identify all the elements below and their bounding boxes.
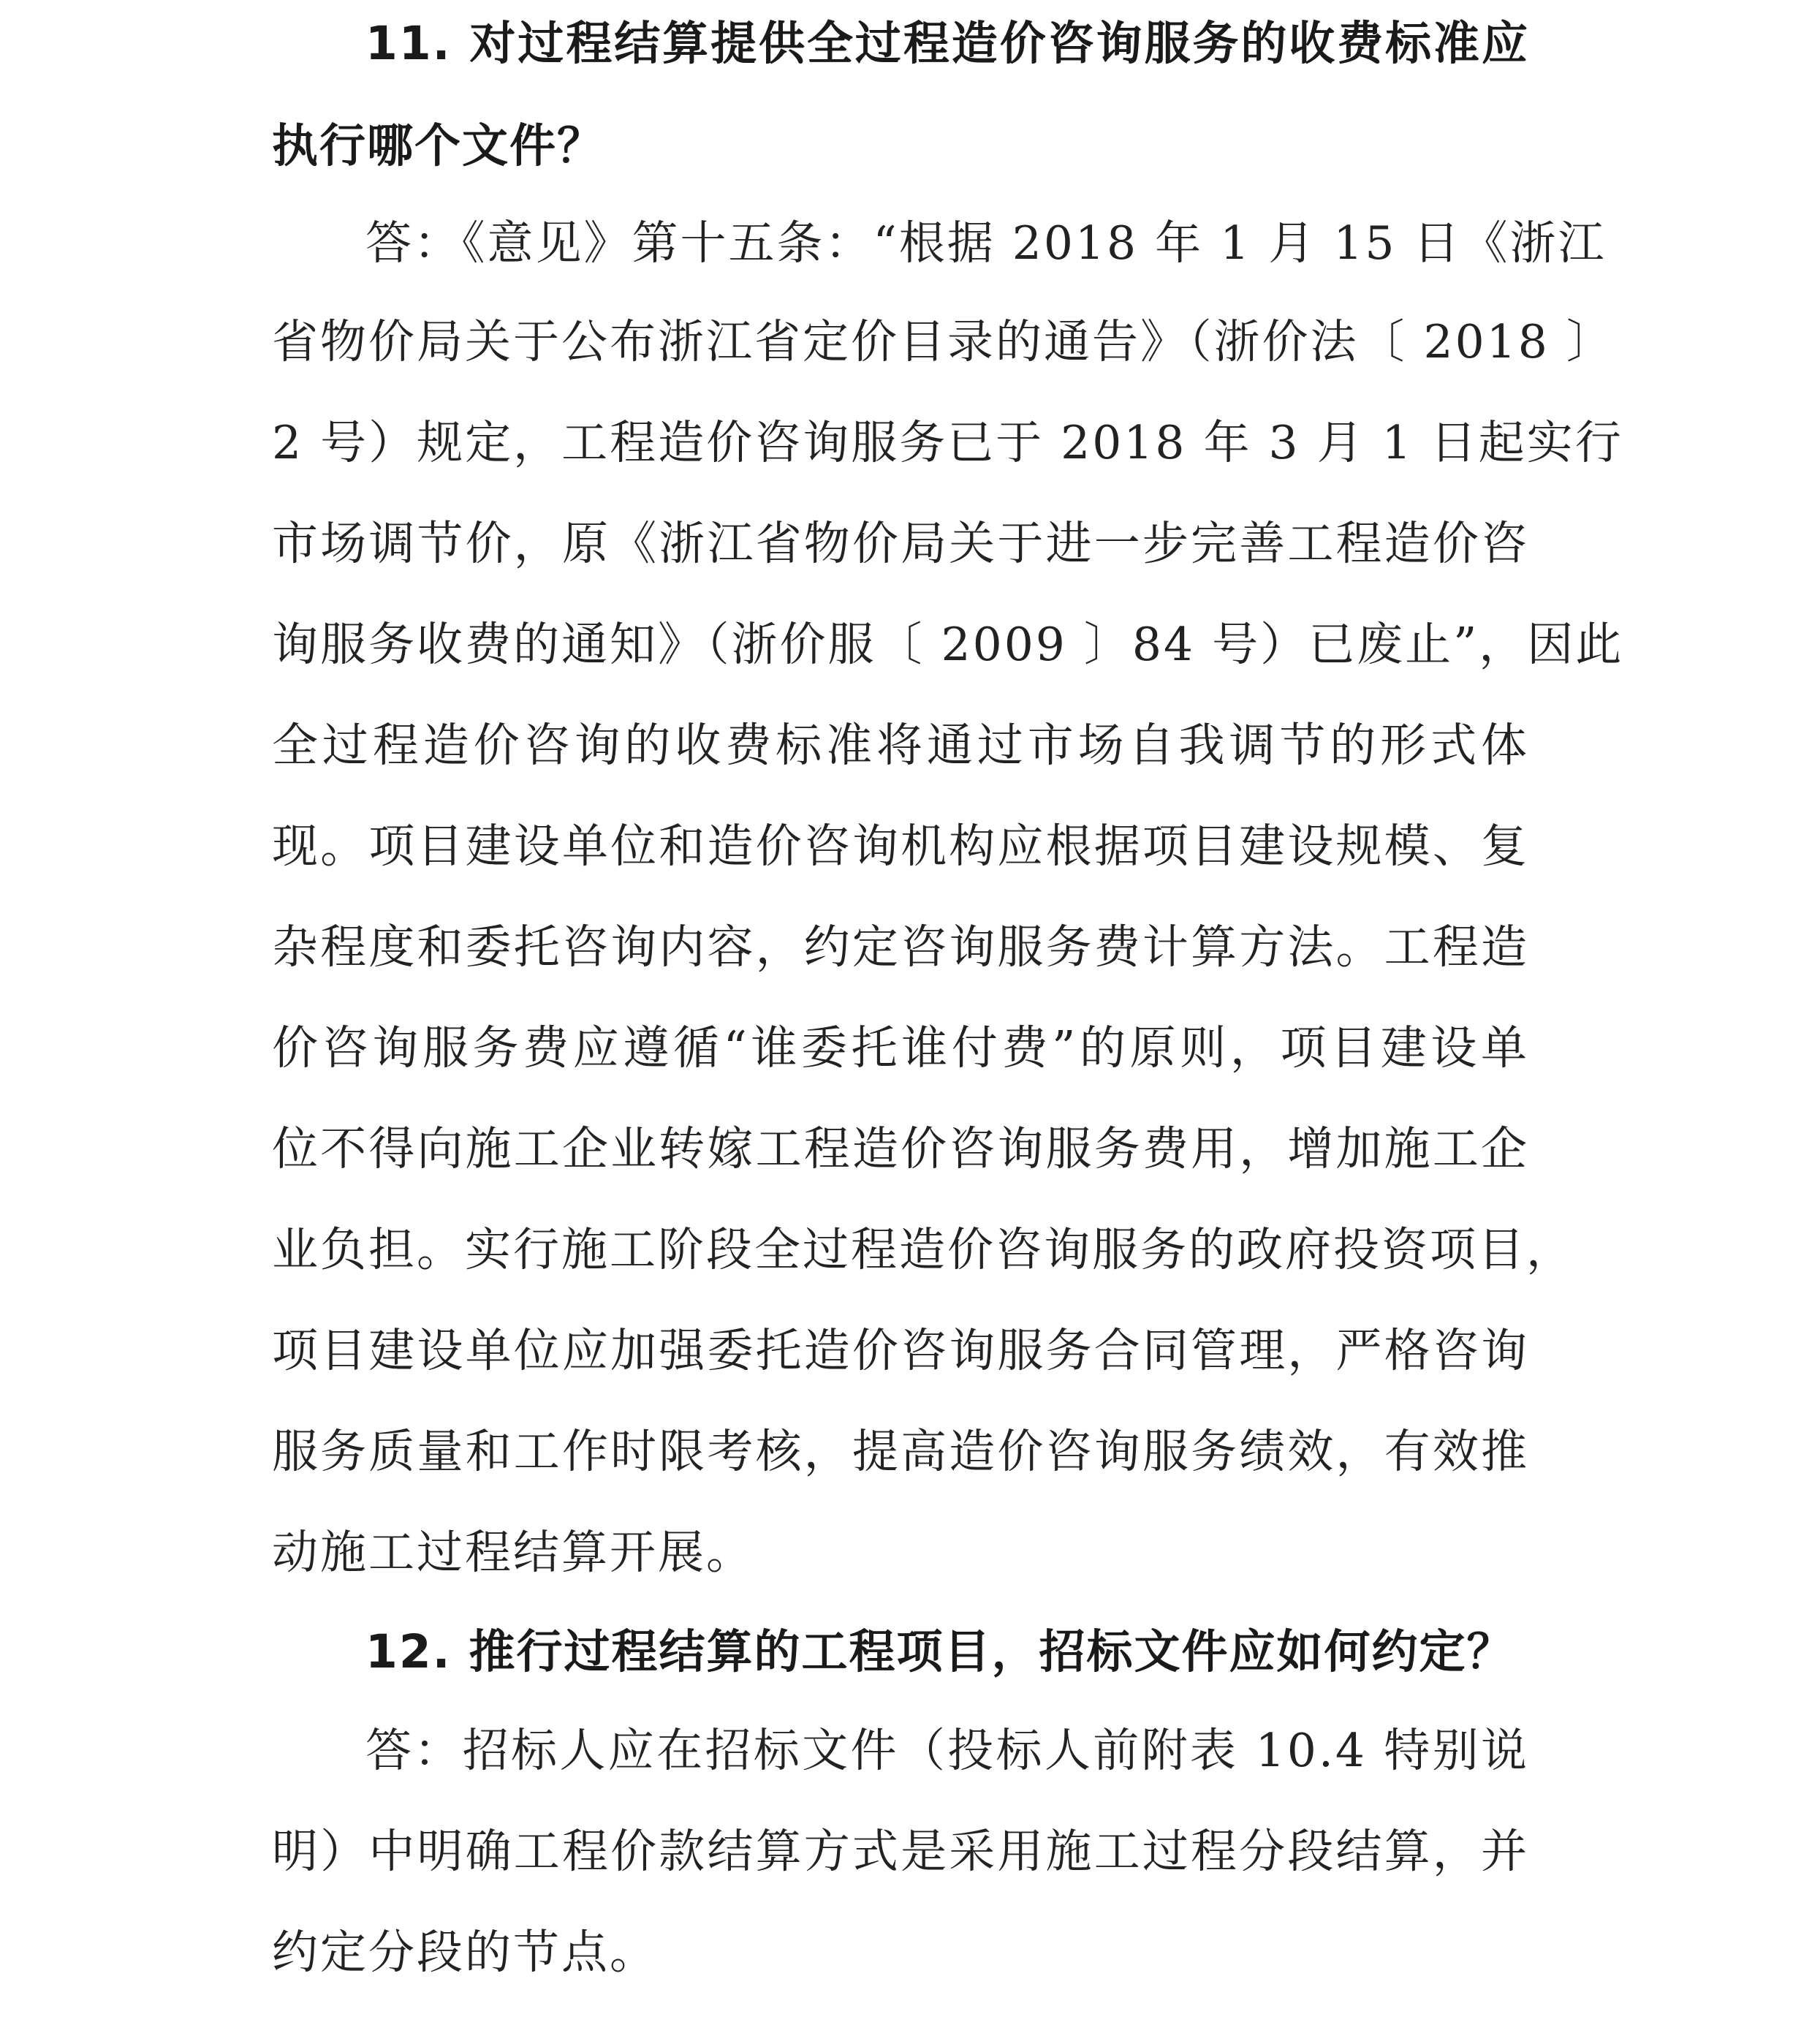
answer-12-line-1: 答：招标人应在招标文件（投标人前附表 10.4 特别说 — [365, 1724, 1529, 1777]
answer-11-line-11: 业负担。实行施工阶段全过程造价咨询服务的政府投资项目， — [272, 1223, 1574, 1276]
answer-11-line-2: 省物价局关于公布浙江省定价目录的通告》（浙价法〔 2018 〕 — [272, 315, 1615, 368]
answer-11-line-5: 询服务收费的通知》（浙价服〔 2009 〕84 号）已废止”，因此 — [272, 618, 1624, 671]
answer-11-line-4: 市场调节价，原《浙江省物价局关于进一步完善工程造价咨 — [272, 517, 1529, 570]
answer-11-line-10: 位不得向施工企业转嫁工程造价咨询服务费用，增加施工企 — [272, 1122, 1529, 1176]
answer-11-line-14: 动施工过程结算开展。 — [272, 1526, 754, 1579]
answer-11-line-9: 价咨询服务费应遵循“谁委托谁付费”的原则，项目建设单 — [272, 1021, 1529, 1075]
answer-11-line-6: 全过程造价咨询的收费标准将通过市场自我调节的形式体 — [272, 719, 1529, 772]
answer-11-line-12: 项目建设单位应加强委托造价咨询服务合同管理，严格咨询 — [272, 1324, 1529, 1377]
answer-11-line-7: 现。项目建设单位和造价咨询机构应根据项目建设规模、复 — [272, 820, 1529, 873]
answer-12-line-3: 约定分段的节点。 — [272, 1926, 658, 1979]
question-11-title-line-1: 11. 对过程结算提供全过程造价咨询服务的收费标准应 — [365, 17, 1529, 70]
answer-11-line-1: 答：《意见》第十五条：“根据 2018 年 1 月 15 日《浙江 — [365, 216, 1607, 270]
answer-11-line-3: 2 号）规定，工程造价咨询服务已于 2018 年 3 月 1 日起实行 — [272, 416, 1623, 469]
answer-11-line-8: 杂程度和委托咨询内容，约定咨询服务费计算方法。工程造 — [272, 920, 1529, 974]
question-11-title-line-2: 执行哪个文件？ — [272, 119, 604, 173]
answer-12-line-2: 明）中明确工程价款结算方式是采用施工过程分段结算，并 — [272, 1825, 1529, 1878]
question-12-title: 12. 推行过程结算的工程项目，招标文件应如何约定？ — [365, 1625, 1515, 1678]
answer-11-line-13: 服务质量和工作时限考核，提高造价咨询服务绩效，有效推 — [272, 1425, 1529, 1478]
